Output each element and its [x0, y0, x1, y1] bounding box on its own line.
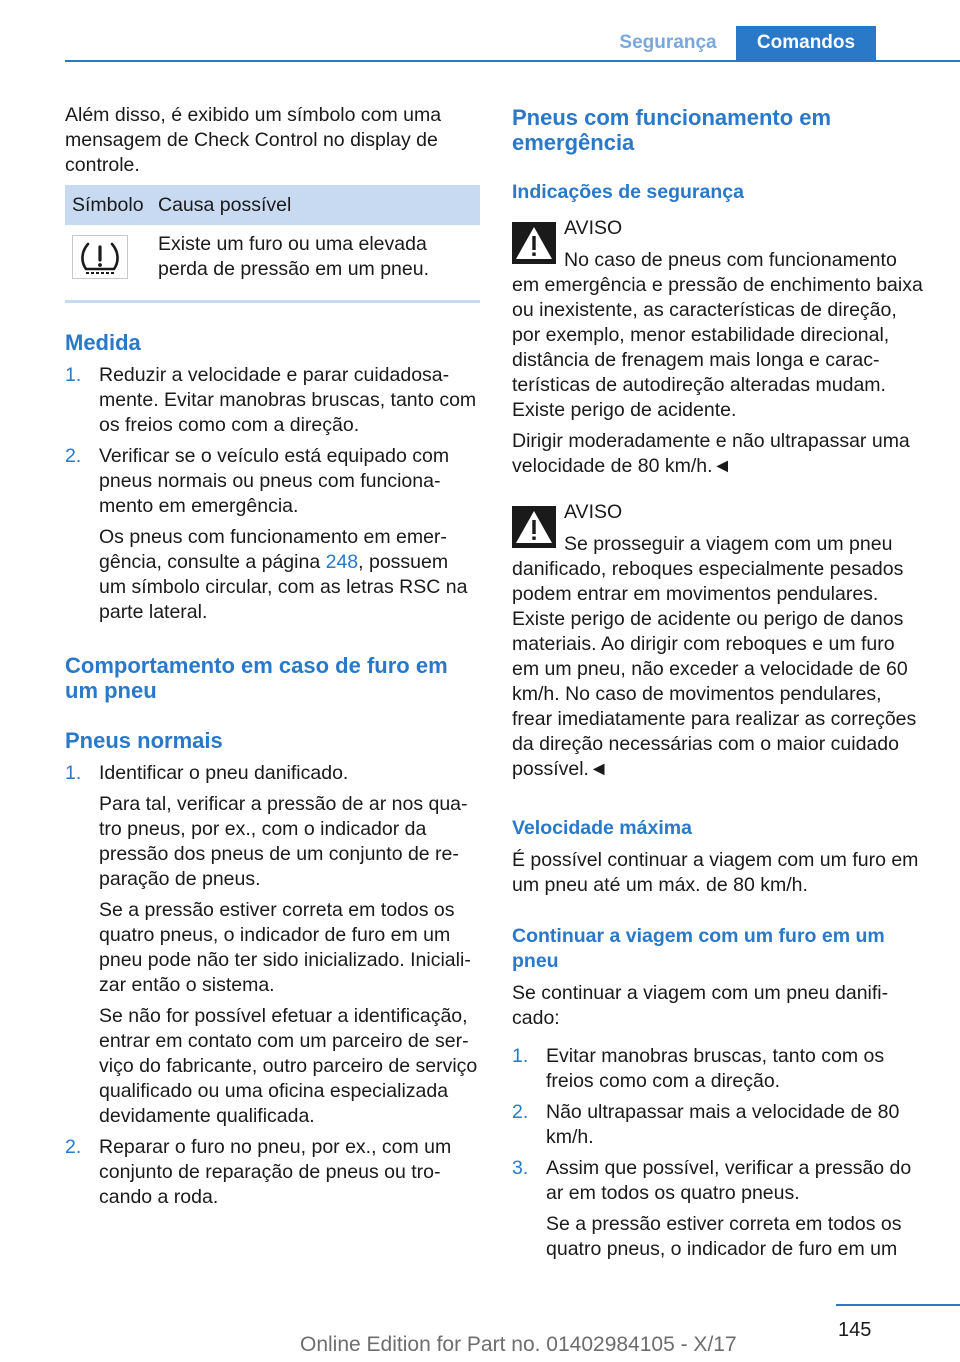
edition-footer: Online Edition for Part no. 01402984105 - X/17	[300, 1333, 737, 1356]
subsection-title-continue: Continuar a viagem com um furo em um pneu	[512, 925, 885, 972]
list-item	[65, 444, 480, 625]
warning-block-1	[512, 216, 927, 479]
table-bottom-rule	[65, 300, 480, 303]
list-number: 2.	[65, 1136, 82, 1158]
list-text: Não ultrapassar mais a velocidade de 80 km/h.	[546, 1101, 900, 1148]
section-title-comportamento: Comportamento em caso de furo em um pneu	[65, 653, 448, 703]
warning-text: No caso de pneus com funcionamento em emergência e pressão de enchimento baixa ou inexistente, as características de direção, por exemplo, menor estabilidade direcional, distância de frenagem mais longa e características de autodireção alteradas mudam. Existe perigo de acidente.	[512, 249, 923, 421]
header-rule	[65, 60, 960, 62]
chapter-tab-comandos[interactable]: Comandos	[736, 26, 876, 60]
subsection-title-pneus-normais: Pneus normais	[65, 728, 223, 753]
continue-list	[512, 1044, 927, 1262]
page-number: 145	[838, 1319, 872, 1341]
list-text-extra: Se a pressão estiver correta em todos os quatro pneus, o indicador de furo em um	[546, 1213, 902, 1260]
list-number: 1.	[512, 1045, 529, 1067]
list-item	[512, 1156, 927, 1262]
list-text-extra: Para tal, verificar a pressão de ar nos quatro pneus, por ex., com o indicador da pressão dos pneus de um conjunto de reparação de pneus.	[99, 793, 468, 890]
page-link-248[interactable]: 248	[325, 551, 359, 573]
list-text-extra: Se a pressão estiver correta em todos os quatro pneus, o indicador de furo em um pneu pode não ter sido inicializado. Inicializar então o sistema.	[99, 899, 471, 996]
list-item	[65, 363, 480, 438]
warning-text-2: Dirigir moderadamente e não ultrapassar uma velocidade de 80 km/h.◄	[512, 430, 910, 477]
warning-label: AVISO	[564, 501, 623, 523]
list-number: 2.	[512, 1101, 529, 1123]
pneus-normais-list	[65, 761, 480, 1210]
list-text: Assim que possível, verificar a pressão do ar em todos os quatro pneus.	[546, 1157, 912, 1204]
list-number: 3.	[512, 1157, 529, 1179]
symbol-table-header	[65, 185, 480, 225]
list-text: Reparar o furo no pneu, por ex., com um conjunto de reparação de pneus ou trocando a roda.	[99, 1136, 452, 1208]
list-number: 1.	[65, 364, 82, 386]
subsection-title-safety: Indicações de segurança	[512, 181, 744, 203]
list-text: Identificar o pneu danificado.	[99, 762, 349, 784]
list-text: Verificar se o veículo está equipado com pneus normais ou pneus com funcionamento em emergência.	[99, 445, 450, 517]
list-item	[65, 761, 480, 1129]
warning-label: AVISO	[564, 217, 623, 239]
continue-intro: Se continuar a viagem com um pneu danificado:	[512, 982, 889, 1029]
list-item	[512, 1100, 927, 1150]
list-number: 2.	[65, 445, 82, 467]
cause-cell: Existe um furo ou uma elevada perda de pressão em um pneu.	[158, 233, 430, 280]
intro-paragraph: Além disso, é exibido um símbolo com uma mensagem de Check Control no display de controle.	[65, 104, 442, 176]
list-item	[512, 1044, 927, 1094]
subsection-title-vmax: Velocidade máxima	[512, 817, 692, 839]
list-text-extra: Se não for possível efetuar a identificação, entrar em contato com um parceiro de serviço do fabricante, outro parceiro de serviço qualificado ou uma oficina especializada devidamente qualificada.	[99, 1005, 478, 1127]
warning-block-2	[512, 500, 927, 782]
list-text-extra: Os pneus com funcionamento em emergência, consulte a página 248, possuem um símbolo circular, com as letras RSC na parte lateral.	[99, 526, 468, 623]
symbol-table	[65, 185, 480, 303]
medida-list	[65, 363, 480, 625]
list-text: Reduzir a velocidade e parar cuidadosamente. Evitar manobras bruscas, tanto com os freios como com a direção.	[99, 364, 477, 436]
section-tab-seguranca[interactable]: Segurança	[619, 32, 717, 53]
symbol-table-row	[65, 225, 480, 297]
tire-pressure-warning-icon	[72, 235, 128, 279]
section-title-medida: Medida	[65, 330, 141, 355]
warning-text: Se prosseguir a viagem com um pneu danificado, reboques especialmente pesados podem entrar em movimentos pendulares. Existe perigo de acidente ou perigo de danos materiais. Ao dirigir com reboques e um furo em um pneu, não exceder a velocidade de 60 km/h. No caso de movimentos pendulares, frear imediatamente para realizar as correções da direção necessárias com o maior cuidado possível.◄	[512, 533, 917, 780]
column-header-symbol: Símbolo	[72, 194, 144, 216]
vmax-paragraph: É possível continuar a viagem com um furo em um pneu até um máx. de 80 km/h.	[512, 849, 919, 896]
column-header-cause: Causa possível	[158, 194, 292, 216]
section-title-run-flat: Pneus com funcionamento em emergência	[512, 105, 832, 155]
footer-rule	[836, 1304, 960, 1306]
list-item	[65, 1135, 480, 1210]
list-number: 1.	[65, 762, 82, 784]
list-text: Evitar manobras bruscas, tanto com os freios como com a direção.	[546, 1045, 885, 1092]
